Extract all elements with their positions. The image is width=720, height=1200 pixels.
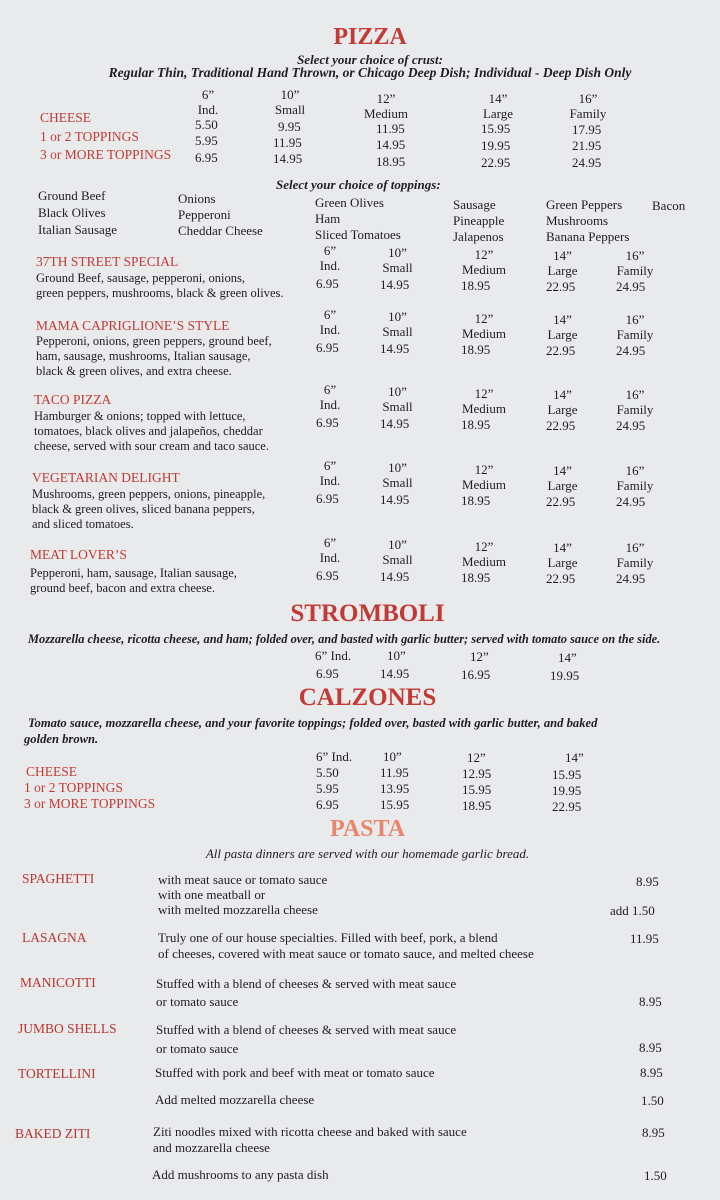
toppings-column: Green Peppers Mushrooms Banana Peppers <box>546 197 630 244</box>
price: 17.95 <box>572 122 602 137</box>
price: 24.95 <box>572 155 602 170</box>
size-header: 10” <box>383 749 402 764</box>
toppings-column: Bacon <box>652 198 686 213</box>
size-header: 16” Family <box>616 463 654 493</box>
size-header: 10” Small <box>382 460 413 490</box>
price: 22.95 <box>481 155 511 170</box>
size-header: 10” <box>387 648 406 663</box>
price: 8.95 <box>639 994 662 1009</box>
price: 6.95 <box>316 415 339 430</box>
price: 14.95 <box>380 341 410 356</box>
size-header: 14” Large <box>547 387 578 417</box>
calzone-row-name: 1 or 2 TOPPINGS <box>24 780 123 795</box>
price: 5.50 <box>195 117 218 132</box>
size-header: 16” Family <box>616 387 654 417</box>
size-header: 16” Family <box>616 312 654 342</box>
price: 6.95 <box>316 340 339 355</box>
price: 15.95 <box>380 797 410 812</box>
pasta-subtitle: All pasta dinners are served with our homemade garlic bread. <box>205 846 530 861</box>
price: 6.95 <box>316 276 339 291</box>
price: 22.95 <box>546 571 576 586</box>
price: 8.95 <box>639 1040 662 1055</box>
price: 9.95 <box>278 119 301 134</box>
toppings-heading: Select your choice of toppings: <box>276 177 441 192</box>
calzones-desc-2: golden brown. <box>24 732 99 746</box>
specialty-name: 37TH STREET SPECIAL <box>36 254 179 269</box>
calzones-title: CALZONES <box>298 684 437 711</box>
crust-heading: Select your choice of crust: <box>297 52 443 67</box>
price: 19.95 <box>481 138 511 153</box>
pasta-desc: with meat sauce or tomato sauce with one meatball or with melted mozzarella cheese <box>158 872 328 917</box>
pizza-title: PIZZA <box>333 24 407 50</box>
toppings-column: Sausage Pineapple Jalapenos <box>453 197 505 244</box>
price: 8.95 <box>640 1065 663 1080</box>
price: 14.95 <box>380 666 410 681</box>
size-header: 6” Ind. <box>319 458 341 488</box>
specialty-desc: Pepperoni, onions, green peppers, ground beef, ham, sausage, mushrooms, Italian sausage, black & green olives, and extra cheese. <box>36 334 272 378</box>
toppings-column: Green Olives Ham Sliced Tomatoes <box>315 195 401 242</box>
size-header: 16” Family <box>616 540 654 570</box>
size-header: 10” Small <box>382 384 413 414</box>
pasta-desc: Stuffed with a blend of cheeses & served with meat sauce or tomato sauce <box>156 976 457 1009</box>
price: 11.95 <box>380 765 409 780</box>
price: 15.95 <box>481 121 511 136</box>
price: 11.95 <box>630 931 659 946</box>
pizza-row-name: 1 or 2 TOPPINGS <box>40 129 139 144</box>
price: 13.95 <box>380 781 410 796</box>
size-header: 12” Medium <box>461 462 507 492</box>
size-header: 14” <box>565 750 584 765</box>
pasta-desc: Stuffed with a blend of cheeses & served with meat sauce or tomato sauce <box>156 1022 457 1056</box>
price: 1.50 <box>641 1093 664 1108</box>
size-header: 6” Ind. <box>319 243 341 273</box>
crust-options: Regular Thin, Traditional Hand Thrown, or Chicago Deep Dish; Individual - Deep Dish Only <box>108 65 632 80</box>
calzone-row-name: CHEESE <box>26 764 78 779</box>
specialty-desc: Pepperoni, ham, sausage, Italian sausage, ground beef, bacon and extra cheese. <box>30 566 237 595</box>
toppings-column: Onions Pepperoni Cheddar Cheese <box>178 191 263 238</box>
pasta-name: SPAGHETTI <box>22 871 95 886</box>
price: 16.95 <box>461 667 491 682</box>
pasta-desc: Stuffed with pork and beef with meat or tomato sauce <box>155 1065 435 1080</box>
pasta-name: LASAGNA <box>22 930 87 945</box>
stromboli-title: STROMBOLI <box>290 600 445 627</box>
price: 24.95 <box>616 571 646 586</box>
price: 12.95 <box>462 766 492 781</box>
price: 15.95 <box>552 767 582 782</box>
size-header: 6” Ind. <box>316 749 353 764</box>
price: 24.95 <box>616 279 646 294</box>
price: 18.95 <box>461 570 491 585</box>
price: 8.95 <box>642 1125 665 1140</box>
price: 22.95 <box>546 494 576 509</box>
pasta-desc: Add mushrooms to any pasta dish <box>152 1167 329 1182</box>
pasta-name: JUMBO SHELLS <box>18 1021 117 1036</box>
pasta-desc: Truly one of our house specialties. Filled with beef, pork, a blend of cheeses, covered with meat sauce or tomato sauce, and melted cheese <box>158 930 534 961</box>
size-header: 10” Small <box>274 87 306 117</box>
price: 1.50 <box>644 1168 667 1183</box>
size-header: 16” Family <box>569 91 607 121</box>
price: 14.95 <box>380 492 410 507</box>
price: 6.95 <box>316 797 339 812</box>
size-header: 14” Large <box>547 248 578 278</box>
size-header: 12” Medium <box>461 311 507 341</box>
pasta-name: BAKED ZITI <box>15 1126 91 1141</box>
size-header: 14” <box>558 650 577 665</box>
price: 5.95 <box>195 133 218 148</box>
size-header: 6” Ind. <box>319 307 341 337</box>
specialty-name: VEGETARIAN DELIGHT <box>32 470 180 485</box>
specialty-desc: Mushrooms, green peppers, onions, pineapple, black & green olives, sliced banana peppers, and sliced tomatoes. <box>32 487 266 531</box>
price-extra: add 1.50 <box>610 903 655 918</box>
price: 18.95 <box>462 798 492 813</box>
size-header: 12” <box>467 750 486 765</box>
size-header: 10” Small <box>382 309 413 339</box>
price: 14.95 <box>380 569 410 584</box>
pizza-row-name: CHEESE <box>40 110 92 125</box>
size-header: 12” Medium <box>461 539 507 569</box>
price: 14.95 <box>380 277 410 292</box>
size-header: 6” Ind. <box>319 535 341 565</box>
size-header: 14” Large <box>547 540 578 570</box>
calzone-row-name: 3 or MORE TOPPINGS <box>24 796 156 811</box>
price: 22.95 <box>546 418 576 433</box>
price: 6.95 <box>195 150 218 165</box>
size-header: 6” Ind. <box>197 87 219 117</box>
price: 6.95 <box>316 491 339 506</box>
specialty-name: MAMA CAPRIGLIONE’S STYLE <box>36 318 230 333</box>
size-header: 12” Medium <box>363 91 409 121</box>
stromboli-desc: Mozzarella cheese, ricotta cheese, and ham; folded over, and basted with garlic butter; served with tomato sauce on the side. <box>28 632 661 646</box>
price: 22.95 <box>552 799 582 814</box>
specialty-desc: Ground Beef, sausage, pepperoni, onions, green peppers, mushrooms, black & green olives. <box>36 271 284 300</box>
price: 18.95 <box>461 493 491 508</box>
specialty-name: TACO PIZZA <box>34 392 112 407</box>
price: 15.95 <box>462 782 492 797</box>
specialty-desc: Hamburger & onions; topped with lettuce, tomatoes, black olives and jalapeños, cheddar cheese, served with sour cream and taco sauce. <box>34 409 269 453</box>
price: 5.50 <box>316 765 339 780</box>
price: 24.95 <box>616 418 646 433</box>
pasta-name: MANICOTTI <box>20 975 96 990</box>
size-header: 12” <box>470 649 489 664</box>
price: 8.95 <box>636 874 659 889</box>
price: 21.95 <box>572 138 602 153</box>
price: 24.95 <box>616 494 646 509</box>
price: 19.95 <box>552 783 582 798</box>
price: 19.95 <box>550 668 580 683</box>
pasta-name: TORTELLINI <box>18 1066 96 1081</box>
size-header: 6” Ind. <box>315 648 352 663</box>
price: 24.95 <box>616 343 646 358</box>
size-header: 10” Small <box>382 537 413 567</box>
price: 6.95 <box>316 568 339 583</box>
pasta-title: PASTA <box>329 816 406 842</box>
price: 11.95 <box>273 135 302 150</box>
size-header: 10” Small <box>382 245 413 275</box>
price: 18.95 <box>376 154 406 169</box>
price: 18.95 <box>461 278 491 293</box>
price: 18.95 <box>461 342 491 357</box>
price: 6.95 <box>316 666 339 681</box>
price: 14.95 <box>380 416 410 431</box>
toppings-column: Ground Beef Black Olives Italian Sausage <box>38 188 118 237</box>
pasta-desc: Add melted mozzarella cheese <box>155 1092 315 1107</box>
size-header: 6” Ind. <box>319 382 341 412</box>
price: 22.95 <box>546 343 576 358</box>
size-header: 14” Large <box>547 463 578 493</box>
price: 14.95 <box>273 151 303 166</box>
size-header: 12” Medium <box>461 386 507 416</box>
price: 11.95 <box>376 121 405 136</box>
calzones-desc-1: Tomato sauce, mozzarella cheese, and your favorite toppings; folded over, basted with garlic butter, and baked <box>28 716 598 730</box>
price: 14.95 <box>376 137 406 152</box>
size-header: 16” Family <box>616 248 654 278</box>
size-header: 12” Medium <box>461 247 507 277</box>
size-header: 14” Large <box>547 312 578 342</box>
specialty-name: MEAT LOVER’S <box>30 547 127 562</box>
size-header: 14” Large <box>482 91 514 121</box>
price: 18.95 <box>461 417 491 432</box>
pasta-desc: Ziti noodles mixed with ricotta cheese and baked with sauce and mozzarella cheese <box>153 1124 467 1155</box>
price: 22.95 <box>546 279 576 294</box>
pizza-row-name: 3 or MORE TOPPINGS <box>40 147 172 162</box>
price: 5.95 <box>316 781 339 796</box>
